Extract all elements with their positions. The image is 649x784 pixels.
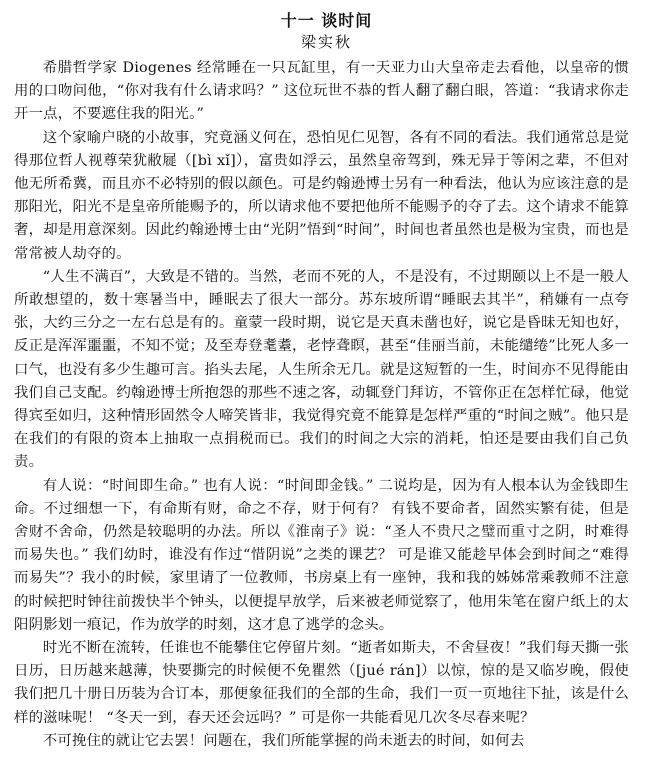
paragraph: 有人说：“时间即生命。” 也有人说：“时间即金钱。” 二说均是，因为有人根本认为金钱即生命。不过细想一下，有命斯有财，命之不存，财于何有？ 有钱不要命者，固然实繁有徒，但是舍财不舍命，仍然是较聪明的办法。所以《淮南子》说：“圣人不贵尺之璧而重寸之阴，时难得而易失也。” 我们幼时，谁没有作过“惜阴说”之类的课艺？ 可是谁又能趁早体会到时间之“难得而易失”？我小的时候，家里请了一位教师，书房桌上有一座钟，我和我的姊姊常乘教师不注意的时候把时钟往前拨快半个钟头，以便提早放学，后来被老师觉察了，他用朱笔在窗户纸上的太阳阴影划一痕记，作为放学的时刻，这才息了逃学的念头。 xyxy=(14,477,629,633)
paragraph: 不可挽住的就让它去罢！问题在，我们所能掌握的尚未逝去的时间，如何去 xyxy=(42,732,525,749)
paragraph: 希腊哲学家 Diogenes 经常睡在一只瓦缸里，有一天亚力山大皇帝走去看他，以皇帝的惯用的口吻问他，“你对我有什么请求吗？” 这位玩世不恭的哲人翻了翻白眼，答道：“我请求你走开一点，不要遮住我的阳光。” xyxy=(14,60,629,123)
article-author: 梁实秋 xyxy=(300,33,352,51)
paragraph: “人生不满百”，大致是不错的。当然，老而不死的人，不是没有，不过期颐以上不是一般人所敢想望的，数十寒暑当中，睡眠去了很大一部分。苏东坡所谓“睡眠去其半”，稍嫌有一点夸张，大约三分之一左右总是有的。童蒙一段时期，说它是天真未凿也好，说它是昏昧无知也好，反正是浑浑噩噩，不知不觉；及至寿登耄耋，老悖聋瞑，甚至“佳丽当前，未能缱绻”比死人多一口气，也没有多少生趣可言。掐头去尾，人生所余无几。就是这短暂的一生，时间亦不见得能由我们自己支配。约翰逊博士所抱怨的那些不速之客，动辄登门拜访，不管你正在怎样忙碌，他觉得宾至如归，这种情形固然令人啼笑皆非，我觉得究竟不能算是怎样严重的“时间之贼”。他只是在我们的有限的资本上抽取一点捐税而已。我们的时间之大宗的消耗，怕还是要由我们自己负责。 xyxy=(14,268,629,471)
paragraph: 这个家喻户晓的小故事，究竟涵义何在，恐怕见仁见智，各有不同的看法。我们通常总是觉得那位哲人视尊荣犹敝屣（[bì xǐ]），富贵如浮云，虽然皇帝驾到，殊无异于等闲之辈，不但对他无所希冀，而且亦不必特别的假以颜色。可是约翰逊博士另有一种看法，他认为应该注意的是那阳光，阳光不是皇帝所能赐予的，所以请求他不要把他所不能赐予的夺了去。这个请求不能算奢，却是用意深刻。因此约翰逊博士由“光阴”悟到“时间”，时间也者虽然也是极为宝贵，而也是常常被人劫夺的。 xyxy=(14,129,629,262)
article-title: 十一 谈时间 xyxy=(280,11,373,30)
paragraph: 时光不断在流转，任谁也不能攀住它停留片刻。“逝者如斯夫，不舍昼夜！”我们每天撕一张日历，日历越来越薄，快要撕完的时候便不免瞿然（[jué rán]）以惊，惊的是又临岁晚，假使我们把几十册日历装为合订本，那便象征我们的全部的生命，我们一页一页地往下扯，该是什么样的滋味呢！ “冬天一到，春天还会远吗？” 可是你一共能看见几次冬尽春来呢？ xyxy=(14,640,629,726)
